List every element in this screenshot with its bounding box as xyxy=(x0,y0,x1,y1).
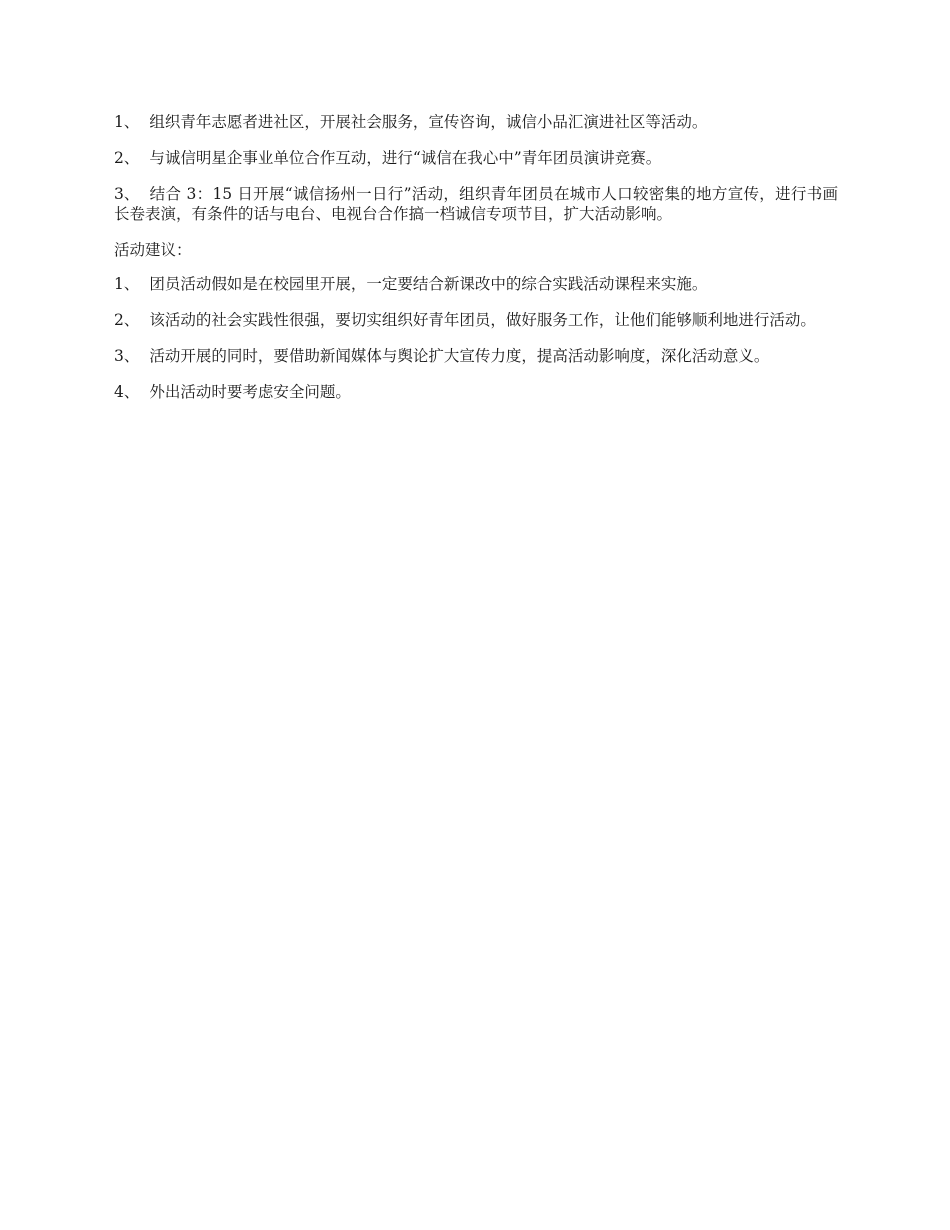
list-item xyxy=(114,382,838,402)
item-number: 1、 xyxy=(114,275,140,293)
item-text: 团员活动假如是在校园里开展，一定要结合新课改中的综合实践活动课程来实施。 xyxy=(149,275,708,293)
list-item xyxy=(114,310,838,330)
item-number: 4、 xyxy=(114,383,140,401)
item-number: 2、 xyxy=(114,149,140,167)
item-number: 3、 xyxy=(114,185,140,203)
list-item xyxy=(114,148,838,168)
item-number: 2、 xyxy=(114,311,140,329)
item-text: 外出活动时要考虑安全问题。 xyxy=(149,383,351,401)
item-text: 该活动的社会实践性很强，要切实组织好青年团员，做好服务工作，让他们能够顺利地进行活动。 xyxy=(149,311,816,329)
list-item xyxy=(114,346,838,366)
list-item xyxy=(114,112,838,132)
item-text: 活动开展的同时，要借助新闻媒体与舆论扩大宣传力度，提高活动影响度，深化活动意义。 xyxy=(149,347,770,365)
item-text: 与诚信明星企事业单位合作互动，进行“诚信在我心中”青年团员演讲竞赛。 xyxy=(149,149,662,167)
document-page xyxy=(114,112,838,418)
suggestions-heading: 活动建议： xyxy=(114,241,192,259)
item-number: 3、 xyxy=(114,347,140,365)
list-item xyxy=(114,274,838,294)
item-text: 组织青年志愿者进社区，开展社会服务，宣传咨询，诚信小品汇演进社区等活动。 xyxy=(149,113,708,131)
list-item xyxy=(114,184,838,224)
item-text: 结合 3：15 日开展“诚信扬州一日行”活动，组织青年团员在城市人口较密集的地方宣传，进行书画长卷表演，有条件的话与电台、电视台合作搞一档诚信专项节目，扩大活动影响。 xyxy=(114,185,838,223)
item-number: 1、 xyxy=(114,113,140,131)
